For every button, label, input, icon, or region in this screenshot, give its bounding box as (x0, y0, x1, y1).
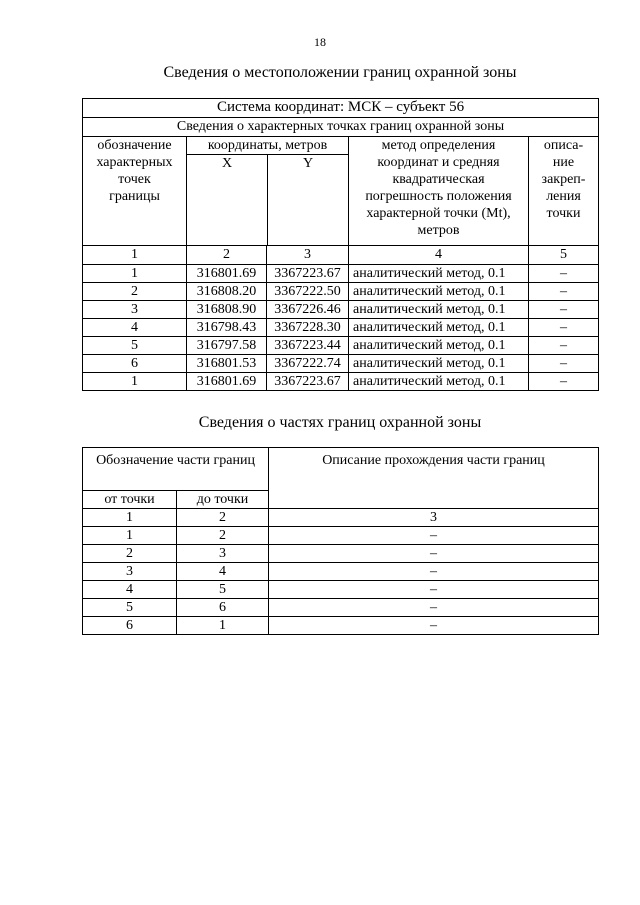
table-row (83, 319, 599, 337)
cell-x: 316801.69 (187, 265, 267, 283)
cell-desc: – (269, 545, 599, 563)
boundary-points-table (82, 98, 599, 391)
cell-to: 3 (177, 545, 269, 563)
cell-x: 316801.53 (187, 355, 267, 373)
cell-point: 1 (83, 373, 187, 391)
table-row (83, 545, 599, 563)
cell-to: 4 (177, 563, 269, 581)
header-line: точек (118, 172, 151, 187)
cell-desc: – (269, 617, 599, 635)
cell-to: 2 (177, 527, 269, 545)
header-coordinates (187, 137, 349, 246)
cell-from: 2 (83, 545, 177, 563)
cell-from: 1 (83, 527, 177, 545)
cell-desc: – (529, 319, 599, 337)
header-line: метод определения (381, 138, 496, 153)
table-row (83, 581, 599, 599)
cell-point: 2 (83, 283, 187, 301)
cell-method: аналитический метод, 0.1 (349, 373, 529, 391)
cell-method: аналитический метод, 0.1 (349, 337, 529, 355)
cell-point: 4 (83, 319, 187, 337)
column-number: 4 (349, 246, 529, 265)
header-method (349, 137, 529, 246)
cell-y: 3367222.50 (267, 283, 349, 301)
cell-y: 3367222.74 (267, 355, 349, 373)
boundary-parts-table (82, 447, 599, 635)
table-row (83, 337, 599, 355)
header-line: ления (546, 189, 581, 204)
cell-desc: – (269, 527, 599, 545)
table-row (83, 301, 599, 319)
header-line: метров (417, 223, 460, 238)
header-from-point: от точки (83, 491, 177, 509)
cell-method: аналитический метод, 0.1 (349, 283, 529, 301)
cell-y: 3367226.46 (267, 301, 349, 319)
header-line: погрешность положения (365, 189, 512, 204)
cell-x: 316808.20 (187, 283, 267, 301)
cell-y: 3367223.67 (267, 265, 349, 283)
cell-to: 1 (177, 617, 269, 635)
cell-desc: – (529, 355, 599, 373)
cell-x: 316808.90 (187, 301, 267, 319)
column-number: 2 (177, 509, 269, 527)
table-row (83, 355, 599, 373)
cell-desc: – (529, 373, 599, 391)
cell-to: 5 (177, 581, 269, 599)
header-line: ние (552, 155, 575, 170)
column-number: 2 (187, 246, 267, 265)
cell-x: 316801.69 (187, 373, 267, 391)
cell-y: 3367228.30 (267, 319, 349, 337)
header-x: X (187, 155, 268, 245)
table-row (83, 373, 599, 391)
cell-desc: – (269, 581, 599, 599)
column-number: 5 (529, 246, 599, 265)
header-part-designation: Обозначение части границ (83, 448, 269, 491)
cell-method: аналитический метод, 0.1 (349, 355, 529, 373)
cell-to: 6 (177, 599, 269, 617)
header-line: закреп- (541, 172, 586, 187)
header-line: обозначение (97, 138, 172, 153)
cell-desc: – (269, 563, 599, 581)
cell-from: 3 (83, 563, 177, 581)
cell-x: 316798.43 (187, 319, 267, 337)
header-y: Y (302, 156, 314, 171)
cell-desc: – (529, 337, 599, 355)
column-number: 3 (269, 509, 599, 527)
coordinate-system-cell: Система координат: МСК – субъект 56 (83, 99, 599, 118)
cell-desc: – (529, 265, 599, 283)
cell-method: аналитический метод, 0.1 (349, 265, 529, 283)
cell-desc: – (529, 301, 599, 319)
cell-point: 1 (83, 265, 187, 283)
cell-from: 5 (83, 599, 177, 617)
cell-y: 3367223.67 (267, 373, 349, 391)
cell-desc: – (269, 599, 599, 617)
cell-method: аналитический метод, 0.1 (349, 319, 529, 337)
header-to-point: до точки (177, 491, 269, 509)
header-part-description: Описание прохождения части границ (269, 448, 599, 509)
table-row (83, 265, 599, 283)
table-row (83, 283, 599, 301)
column-number: 1 (83, 509, 177, 527)
header-coordinates-label: координаты, метров (187, 137, 348, 155)
header-line: характерных (96, 155, 173, 170)
column-number: 1 (83, 246, 187, 265)
cell-x: 316797.58 (187, 337, 267, 355)
cell-y: 3367223.44 (267, 337, 349, 355)
header-line: точки (546, 206, 581, 221)
header-description (529, 137, 599, 246)
table-row (83, 617, 599, 635)
table-subtitle-cell: Сведения о характерных точках границ охранной зоны (83, 118, 599, 137)
header-line: координат и средняя (377, 155, 500, 170)
table-row (83, 563, 599, 581)
cell-method: аналитический метод, 0.1 (349, 301, 529, 319)
header-point-designation (83, 137, 187, 246)
header-line: квадратическая (392, 172, 485, 187)
parts-table-body (83, 527, 599, 635)
section-title-parts: Сведения о частях границ охранной зоны (198, 414, 482, 431)
header-line: границы (109, 189, 160, 204)
header-line: описа- (543, 138, 584, 153)
cell-from: 6 (83, 617, 177, 635)
column-number: 3 (267, 246, 349, 265)
page-number: 18 (314, 35, 326, 49)
cell-desc: – (529, 283, 599, 301)
cell-point: 6 (83, 355, 187, 373)
table-row (83, 599, 599, 617)
section-title-points: Сведения о местоположении границ охранной зоны (163, 64, 517, 81)
table-row (83, 527, 599, 545)
points-table-body (83, 265, 599, 391)
cell-from: 4 (83, 581, 177, 599)
cell-point: 3 (83, 301, 187, 319)
header-line: характерной точки (Mt), (366, 206, 511, 221)
cell-point: 5 (83, 337, 187, 355)
